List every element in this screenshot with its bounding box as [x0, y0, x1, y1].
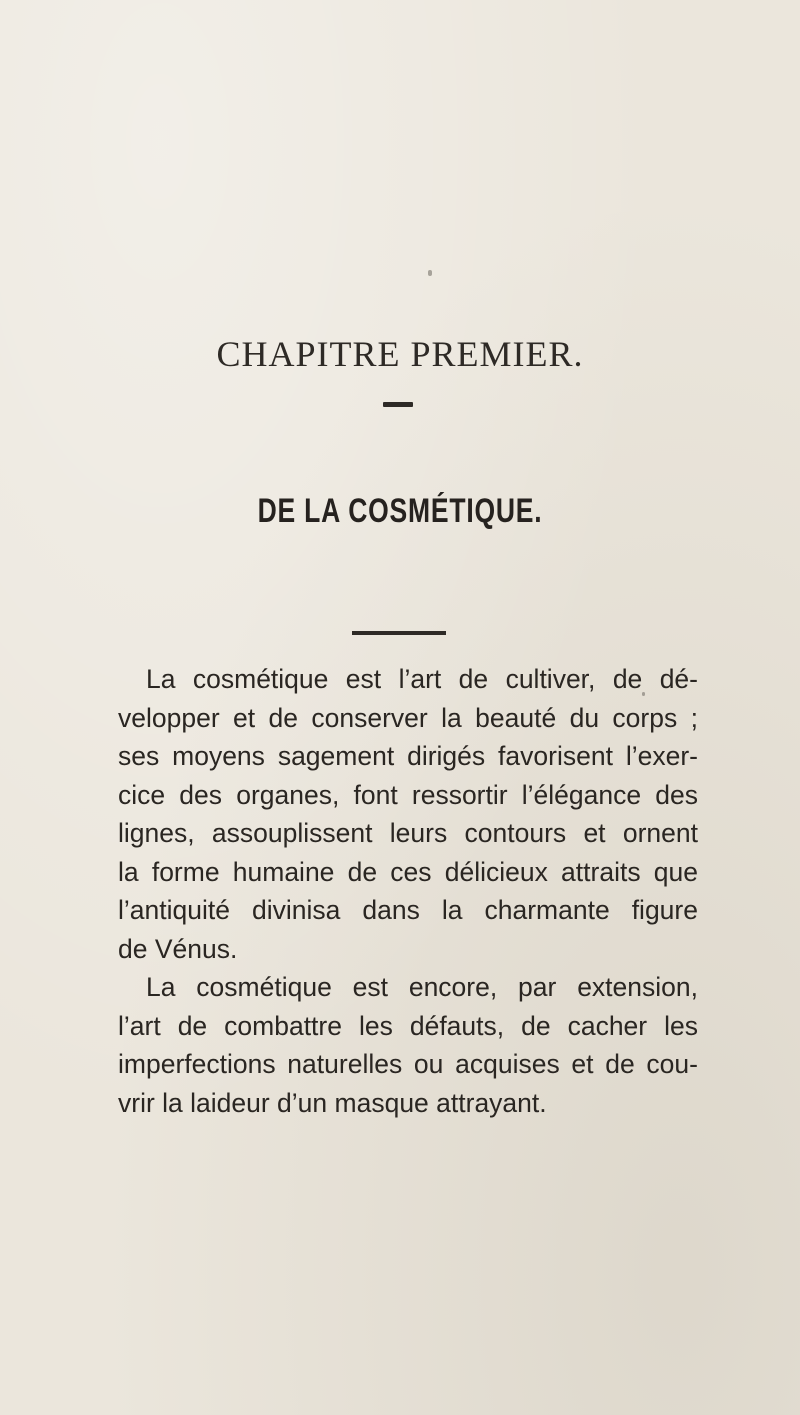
text-line: la forme humaine de ces délicieux attraits que: [118, 856, 698, 887]
text-line: de Vénus.: [118, 933, 238, 964]
text-line: l’art de combattre les défauts, de cacher les: [118, 1010, 698, 1041]
text-line: l’antiquité divinisa dans la charmante figure: [118, 895, 698, 925]
text-line: La cosmétique est l’art de cultiver, de dé-: [146, 664, 698, 694]
body-text: [118, 660, 698, 1122]
text-line: velopper et de conserver la beauté du corps ;: [118, 702, 698, 733]
text-line: vrir la laideur d’un masque attrayant.: [118, 1087, 547, 1118]
ornament-rule: [383, 402, 413, 407]
text-line: imperfections naturelles ou acquises et de cou-: [118, 1049, 698, 1079]
text-line: cice des organes, font ressortir l’élégance des: [118, 779, 698, 810]
section-divider: [352, 631, 446, 635]
text-line: ses moyens sagement dirigés favorisent l’exer-: [118, 741, 698, 771]
ink-speck: [428, 270, 432, 276]
text-line: lignes, assouplissent leurs contours et ornent: [118, 818, 698, 848]
paragraph-1: [118, 660, 698, 968]
chapter-title: CHAPITRE PREMIER.: [216, 334, 584, 374]
text-line: La cosmétique est encore, par extension,: [146, 972, 698, 1002]
section-title: DE LA COSMÉTIQUE.: [257, 492, 543, 530]
paragraph-2: [118, 968, 698, 1122]
